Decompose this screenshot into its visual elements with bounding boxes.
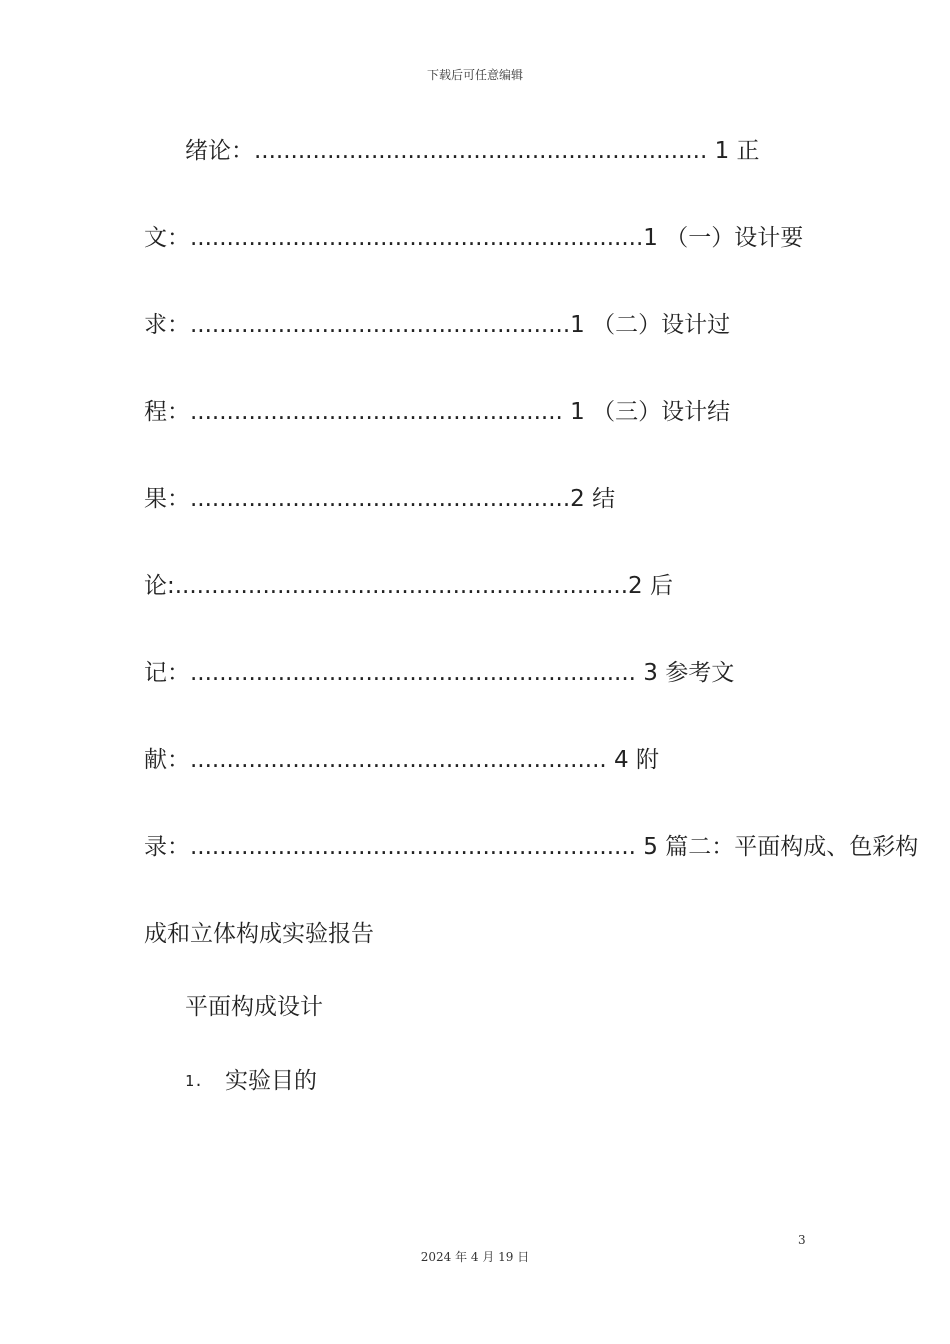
footer-date: 2024 年 4 月 19 日: [420, 1250, 530, 1264]
header-note: 下载后可任意编辑: [426, 68, 523, 82]
toc-line-2: 文：..............................................................1 （一）设计要: [144, 225, 804, 251]
report-title-continuation: 成和立体构成实验报告: [144, 921, 374, 947]
toc-line-7: 记：............................................................. 3 参考文: [144, 660, 735, 686]
toc-line-5: 果：....................................................2 结: [144, 486, 616, 512]
toc-line-6: 论:..............................................................2 后: [144, 573, 673, 599]
section-title: 平面构成设计: [185, 994, 323, 1020]
numbered-item: [185, 1066, 317, 1096]
item-title: 实验目的: [225, 1068, 317, 1094]
item-number: 1.: [185, 1072, 204, 1090]
toc-line-1: 绪论：.............................................................. 1 正: [185, 138, 760, 164]
toc-line-3: 求：....................................................1 （二）设计过: [144, 312, 731, 338]
toc-line-4: 程：................................................... 1 （三）设计结: [144, 399, 731, 425]
toc-line-9: 录：............................................................. 5 篇二：平面构成、色彩构: [144, 834, 919, 860]
toc-line-8: 献：......................................................... 4 附: [144, 747, 659, 773]
page-number: 3: [798, 1233, 806, 1247]
